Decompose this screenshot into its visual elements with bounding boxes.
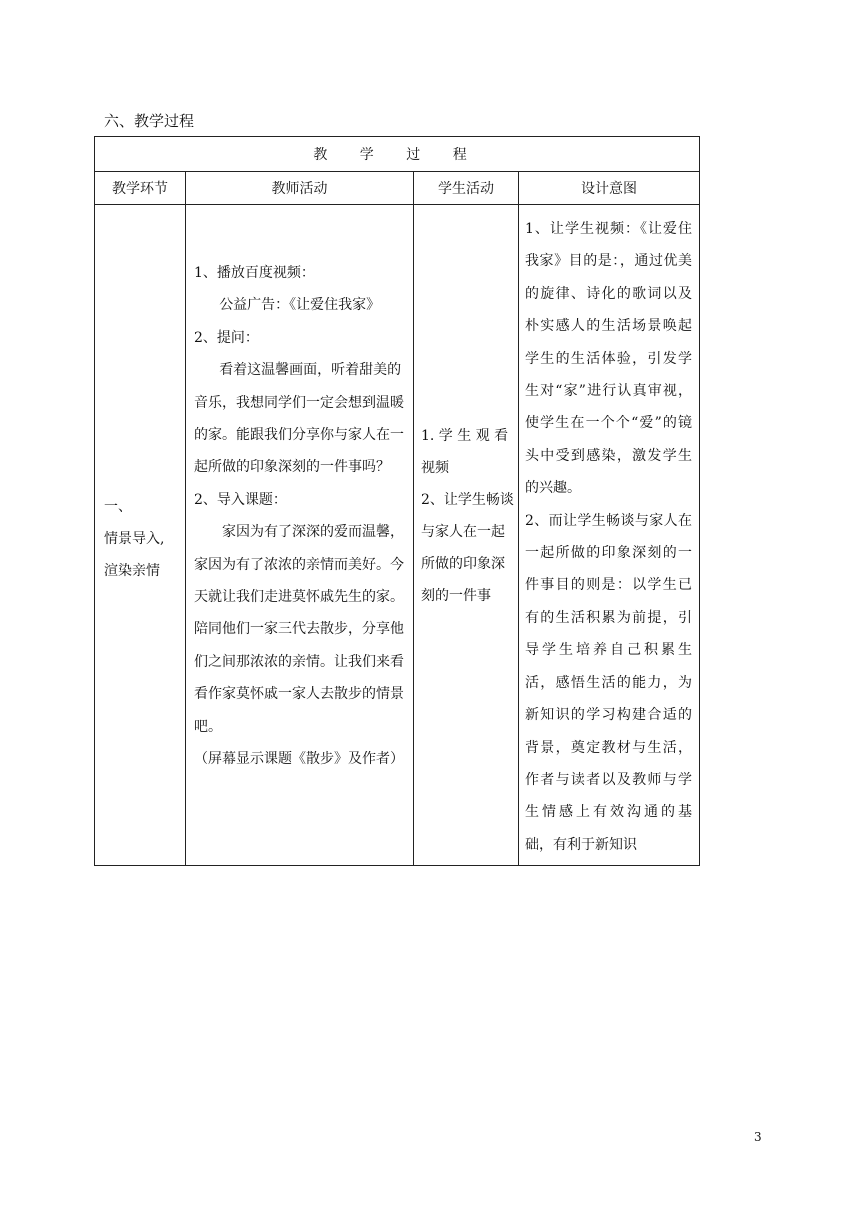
student-item-2: 2、让学生畅谈与家人在一起所做的印象深刻的一件事 [421,492,514,604]
stage-line-1: 情景导入, [104,531,165,547]
teacher-item-1-label: 1、播放百度视频： [194,265,315,281]
teacher-item-2-label: 2、提问： [194,329,259,346]
header-row [95,172,700,205]
intent-item-2: 2、而让学生畅谈与家人在一起所做的印象深刻的一件事目的则是：以学生已有的生活积累为前提，引导学生培养自己积累生活，感悟生活的能力，为新知识的学习构建合适的背景，奠定教材与生活，作者与读者以及教师与学生情感上有效沟通的基础，有利于新知识 [525,512,693,853]
section-heading: 六、教学过程 [104,112,195,130]
teacher-item-1-content: 公益广告：《让爱住我家》 [219,297,381,314]
page-number: 3 [754,1130,762,1144]
intent-item-1: 1、让学生视频：《让爱住我家》目的是：，通过优美的旋律、诗化的歌词以及朴实感人的生活场景唤起学生的生活体验，引发学生对“家”进行认真审视， 使学生在一个个“爱”的镜头中受到感染，激发学生的兴趣。 [525,221,693,497]
teacher-item-2-content: 看着这温馨画面，听着甜美的音乐，我想同学们一定会想到温暖的家。能跟我们分享你与家人在一起所做的印象深刻的一件事吗？ [194,362,404,476]
stage-number: 一、 [104,499,132,515]
teacher-activity-cell [186,205,414,866]
design-intent-cell [519,205,700,866]
header-stage: 教学环节 [95,172,186,205]
student-item-1: 1. 学 生 观 看 视频 [421,428,509,476]
teacher-item-3-content: 家因为有了深深的爱而温馨，家因为有了浓浓的亲情而美好。今天就让我们走进莫怀戚先生的家。陪同他们一家三代去散步，分享他们之间那浓浓的亲情。让我们来看看作家莫怀戚一家人去散步的情景吧。 [194,524,404,735]
header-student-activity: 学生活动 [414,172,519,205]
stage-line-2: 渲染亲情 [104,563,160,579]
table-title: 教 学 过 程 [95,137,700,172]
lesson-process-table [94,136,700,866]
stage-cell [95,205,186,866]
table-row [95,205,700,866]
header-teacher-activity: 教师活动 [186,172,414,205]
teacher-item-3-label: 2、导入课题： [194,491,287,508]
teacher-item-3-note: （屏幕显示课题《散步》及作者） [194,751,404,768]
student-activity-cell [414,205,519,866]
header-design-intent: 设计意图 [519,172,700,205]
